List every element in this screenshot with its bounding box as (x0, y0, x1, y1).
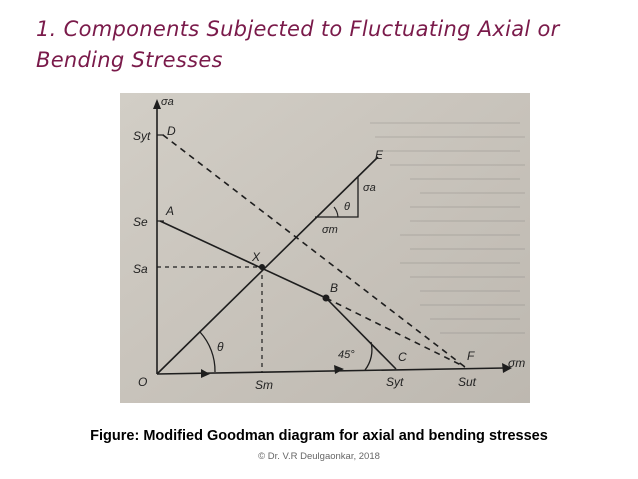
label-d: D (167, 124, 176, 138)
label-se: Se (133, 215, 148, 229)
label-c: C (398, 350, 407, 364)
x-axis-label: σm (508, 356, 526, 370)
point-b-marker (323, 295, 330, 302)
label-f: F (467, 349, 475, 363)
label-e: E (375, 148, 384, 162)
label-sigma-m-triangle: σm (322, 224, 338, 236)
slide-title (36, 14, 626, 76)
label-sigma-a-triangle: σa (363, 182, 376, 194)
label-sm: Sm (255, 378, 273, 392)
label-o: O (138, 375, 148, 389)
goodman-diagram-photo (120, 93, 530, 403)
label-sut: Sut (458, 375, 477, 389)
y-axis-label: σa (161, 96, 174, 108)
label-b: B (330, 281, 339, 295)
title-line-2: Bending Stresses (36, 48, 223, 72)
label-theta-origin: θ (217, 340, 224, 354)
label-angle-45: 45° (338, 349, 355, 361)
label-x: X (252, 250, 261, 264)
title-line-1: 1. Components Subjected to Fluctuating Axial or (36, 17, 560, 41)
figure-caption: Figure: Modified Goodman diagram for axial and bending stresses (90, 428, 548, 444)
label-a: A (166, 204, 175, 218)
label-theta-triangle: θ (344, 201, 350, 213)
copyright-notice: © Dr. V.R Deulgaonkar, 2018 (258, 451, 380, 462)
label-syt-left: Syt (133, 129, 151, 143)
label-syt-bottom: Syt (386, 375, 404, 389)
point-x-marker (259, 264, 265, 270)
label-sa: Sa (133, 262, 148, 276)
